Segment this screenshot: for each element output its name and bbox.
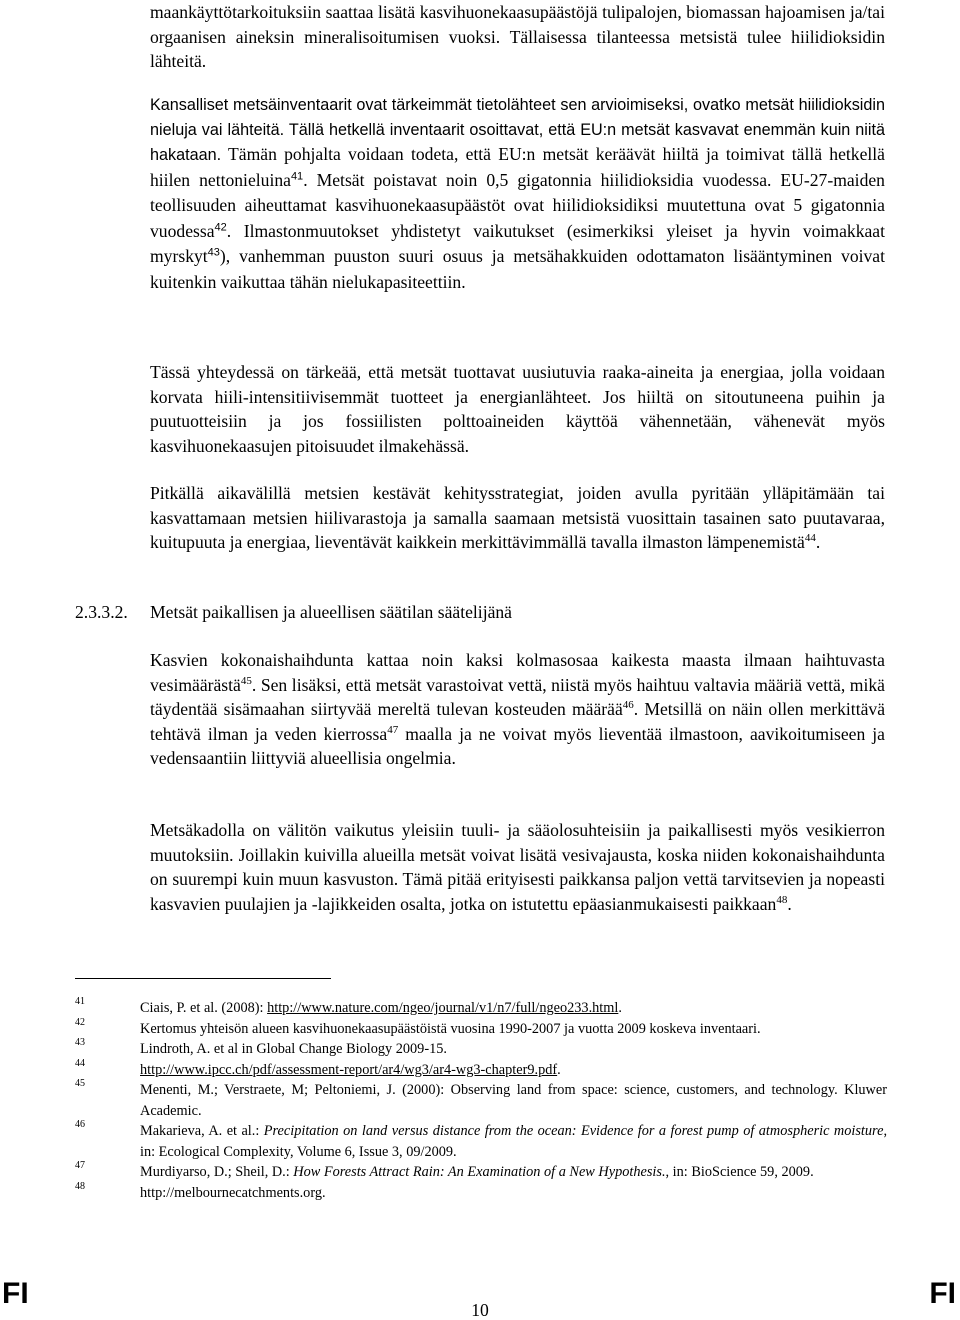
paragraph-1: maankäyttötarkoituksiin saattaa lisätä kasvihuonekaasupäästöjä tulipalojen, biomassan hajoamisen ja/tai orgaanisen aineksin mineralisoitumisen vuoksi. Tällaisessa tilanteessa metsistä tulee hiilidioksidin lähteitä. [150,2,885,71]
footnote-41: 41 Ciais, P. et al. (2008): http://www.nature.com/ngeo/journal/v1/n7/full/ngeo233.html. [75,996,622,1016]
language-code-left: FI [2,1277,29,1310]
footnote-ref-41: 41 [290,170,304,183]
footnote-44: 44 http://www.ipcc.ch/pdf/assessment-report/ar4/wg3/ar4-wg3-chapter9.pdf. [75,1057,561,1078]
footnote-48: 48 http://melbournecatchments.org. [75,1180,326,1201]
footnote-42: 42 Kertomus yhteisön alueen kasvihuonekaasupäästöistä vuosina 1990-2007 ja vuotta 2009 koskeva inventaari. [75,1016,761,1037]
language-code-right: FI [929,1277,956,1310]
paragraph-4: Pitkällä aikavälillä metsien kestävät kehitysstrategiat, joiden avulla pyritään ylläpitämään tai kasvattamaan metsien hiilivarastoja ja samalla saamaan metsistä vuosittain tasainen sato puutavaraa, kuitupuuta ja energiaa, lieventävät kaikkein merkittävimmällä tavalla ilmaston lämpenemistä$^{44}$. [150,483,885,552]
footnote-46: 46 Makarieva, A. et al.: Precipitation on land versus distance from the ocean: Evidence for a forest pump of atmospheric moisture, in: Ecological Complexity, Volume 6, Issue 3, 09/2009. [75,1119,888,1160]
footnote-ref-48: 48 [776,893,788,906]
footnote-ref-43: 43 [207,246,220,259]
section-heading [75,600,512,624]
footnote-ref-47: 47 [387,723,399,736]
footnote-43: 43 Lindroth, A. et al in Global Change Biology 2009-15. [75,1037,447,1057]
footnote-ref-42: 42 [214,221,227,234]
paragraph-5: Kasvien kokonaishaihdunta kattaa noin kaksi kolmasosaa kaikesta maasta ilmaan haihtuvasta vesimäärästä$^{45}$. Sen lisäksi, että metsät varastoivat vettä, niistä myös haihtuu valtavia määriä vettä, mikä täydentää sisämaahan siirtyvää mereltä tulevan kosteuden määrää$^{46}$. Metsillä on näin ollen merkittävä tehtävä ilman ja veden kierrossa$^{47}$ maalla ja ne voivat myös lieventää ilmastoon, aavikoitumiseen ja vedensaantiin liittyviä alueellisia ongelmia. [150,650,886,768]
section-number: 2.3.3.2. [75,602,128,622]
footnote-47: 47 Murdiyarso, D.; Sheil, D.: How Forests Attract Rain: An Examination of a New Hypothesis., in: BioScience 59, 2009. [75,1160,814,1180]
footnote-ref-46: 46 [622,699,634,712]
footnote-separator [75,978,331,979]
footnote-ref-44: 44 [804,532,816,545]
paragraph-2: Kansalliset metsäinventaarit ovat tärkeimmät tietolähteet sen arvioimiseksi, ovatko metsät hiilidioksidin nieluja vai lähteitä. Tällä hetkellä inventaarit osoittavat, että EU:n metsät kasvavat enemmän kuin niitä hakataan. Tämän pohjalta voidaan todeta, että EU:n metsät keräävät hiiltä ja toimivat tällä hetkellä hiilen nettonieluina$^{41}$. Metsät poistavat noin 0,5 gigatonnia hiilidioksidia vuodessa. EU-27-maiden teollisuuden aiheuttamat kasvihuonekaasupäästöt ovat hiilidioksidiksi muutettuna ovat 5 gigatonnia vuodessa$^{42}$. Ilmastonmuutokset yhdistetyt vaikutukset (esimerkiksi yleiset ja hyvin voimakkaat myrskyt$^{43}$), vanhemman puuston suuri osuus ja metsähakkuiden odottamaton lisääntyminen voivat kuitenkin vaikuttaa tähän nielukapasiteettiin. [150,96,885,292]
footnote-45: 45 Menenti, M.; Verstraete, M; Peltoniemi, J. (2000): Observing land from space: science, customers, and technology. Kluwer Academic. [75,1078,887,1119]
footnotes [75,998,887,1203]
section-title: Metsät paikallisen ja alueellisen säätilan säätelijänä [150,602,512,622]
page-number: 10 [471,1300,489,1320]
footnote-ref-45: 45 [240,674,252,687]
paragraph-6: Metsäkadolla on välitön vaikutus yleisiin tuuli- ja sääolosuhteisiin ja paikallisesti myös vesikierron muutoksiin. Joillakin kuivilla alueilla metsät voivat lisätä vesivajausta, koska niiden kokonaishaihdunta on suurempi kuin muun kasvuston. Tämä pitää erityisesti paikkansa paljon vettä tarvitsevien ja nopeasti kasvavien puulajien ja -lajikkeiden osalta, jotka on istutettu epäasianmukaisesti paikkaan$^{48}$. [150,820,885,914]
paragraph-3: Tässä yhteydessä on tärkeää, että metsät tuottavat uusiutuvia raaka-aineita ja energiaa, jolla voidaan korvata hiili-intensitiivisemmät tuotteet ja energianlähteet. Jos hiiltä on sitoutuneena puihin ja puutuotteisiin ja jos fossiilisten polttoaineiden käyttöä vähennetään, vähenevät myös kasvihuonekaasujen pitoisuudet ilmakehässä. [150,362,885,456]
footnote-41-link[interactable]: http://www.nature.com/ngeo/journal/v1/n7/full/ngeo233.html [267,1000,619,1016]
footnote-44-link[interactable]: http://www.ipcc.ch/pdf/assessment-report/ar4/wg3/ar4-wg3-chapter9.pdf [140,1061,558,1078]
